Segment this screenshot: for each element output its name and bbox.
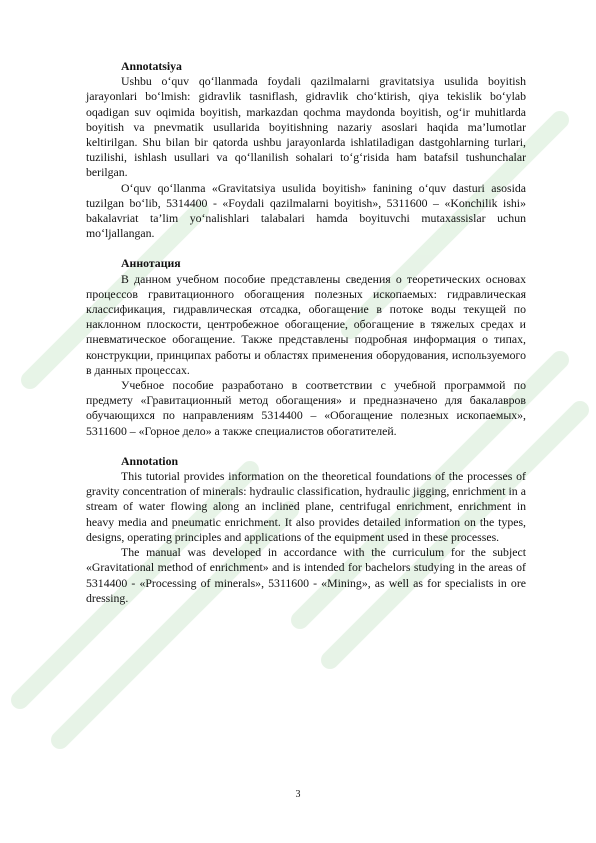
section-english bbox=[86, 454, 526, 606]
section-uzbek bbox=[86, 59, 526, 241]
paragraph: This tutorial provides information on the theoretical foundations of the processes of gravity concentration of minerals: hydraulic classification, hydraulic jigging, enrichment in a stream of water flowing along an inclined plane, centrifugal enrichment, enrichment in heavy media and pneumatic enrichment. It also provides detailed information on the types, designs, operating principles and applications of the equipment used in these processes. bbox=[86, 469, 526, 544]
paragraph: O‘quv qo‘llanma «Gravitatsiya usulida boyitish» fanining o‘quv dasturi asosida tuzilgan bo‘lib, 5314400 - «Foydali qazilmalarni boyitish», 5311600 – «Konchilik ishi» bakalavriat ta’lim yo‘nalishlari talabalari hamda boyituvchi mutaxassislar uchun mo‘ljallangan. bbox=[86, 180, 526, 241]
section-heading: Annotatsiya bbox=[121, 59, 182, 73]
paragraph: Ushbu o‘quv qo‘llanmada foydali qazilmalarni gravitatsiya usulida boyitish jarayonlari bo‘lmish: gidravlik tasniflash, gidravlik cho‘ktirish, qiya tekislik bo‘ylab oqadigan suv oqimida boyitish, markazdan qochma maydonda boyitish, og‘ir muhitlarda boyitish va pnevmatik usullarida boyitishning nazariy asoslari haqida ma’lumotlar keltirilgan. Shu bilan bir qatorda ushbu jarayonlarda ishlatiladigan dastgohlarning turlari, tuzilishi, ishlash usullari va qo‘llanilish sohalari to‘g‘risida ham batafsil tushunchalar berilgan. bbox=[86, 74, 526, 180]
paragraph: The manual was developed in accordance with the curriculum for the subject «Gravitational method of enrichment» and is intended for bachelors studying in the areas of 5314400 - «Processing of minerals», 5311600 - «Mining», as well as for specialists in ore dressing. bbox=[86, 545, 526, 605]
paragraph: В данном учебном пособие представлены сведения о теоретических основах процессов гравитационного обогащения полезных ископаемых: гидравлическая классификация, гидравлическая отсадка, обогащение в потоке воды текущей по наклонном плоскости, центробежное обогащение, обогащение в тяжелых средах и пневматическое обогащение. Также представлены подробная информация о типах, конструкции, принципах работы и областях применения оборудования, используемого в данных процессах. bbox=[86, 271, 526, 377]
document-body bbox=[86, 59, 526, 621]
paragraph: Учебное пособие разработано в соответствии с учебной программой по предмету «Гравитационный метод обогащения» и предназначено для бакалавров обучающихся по направлениям 5314400 – «Обогащение полезных ископаемых», 5311600 – «Горное дело» а также специалистов обогатителей. bbox=[86, 378, 526, 438]
section-russian bbox=[86, 256, 526, 438]
page-number: 3 bbox=[295, 789, 301, 800]
section-heading: Аннотация bbox=[121, 256, 181, 271]
section-heading: Annotation bbox=[121, 453, 179, 468]
